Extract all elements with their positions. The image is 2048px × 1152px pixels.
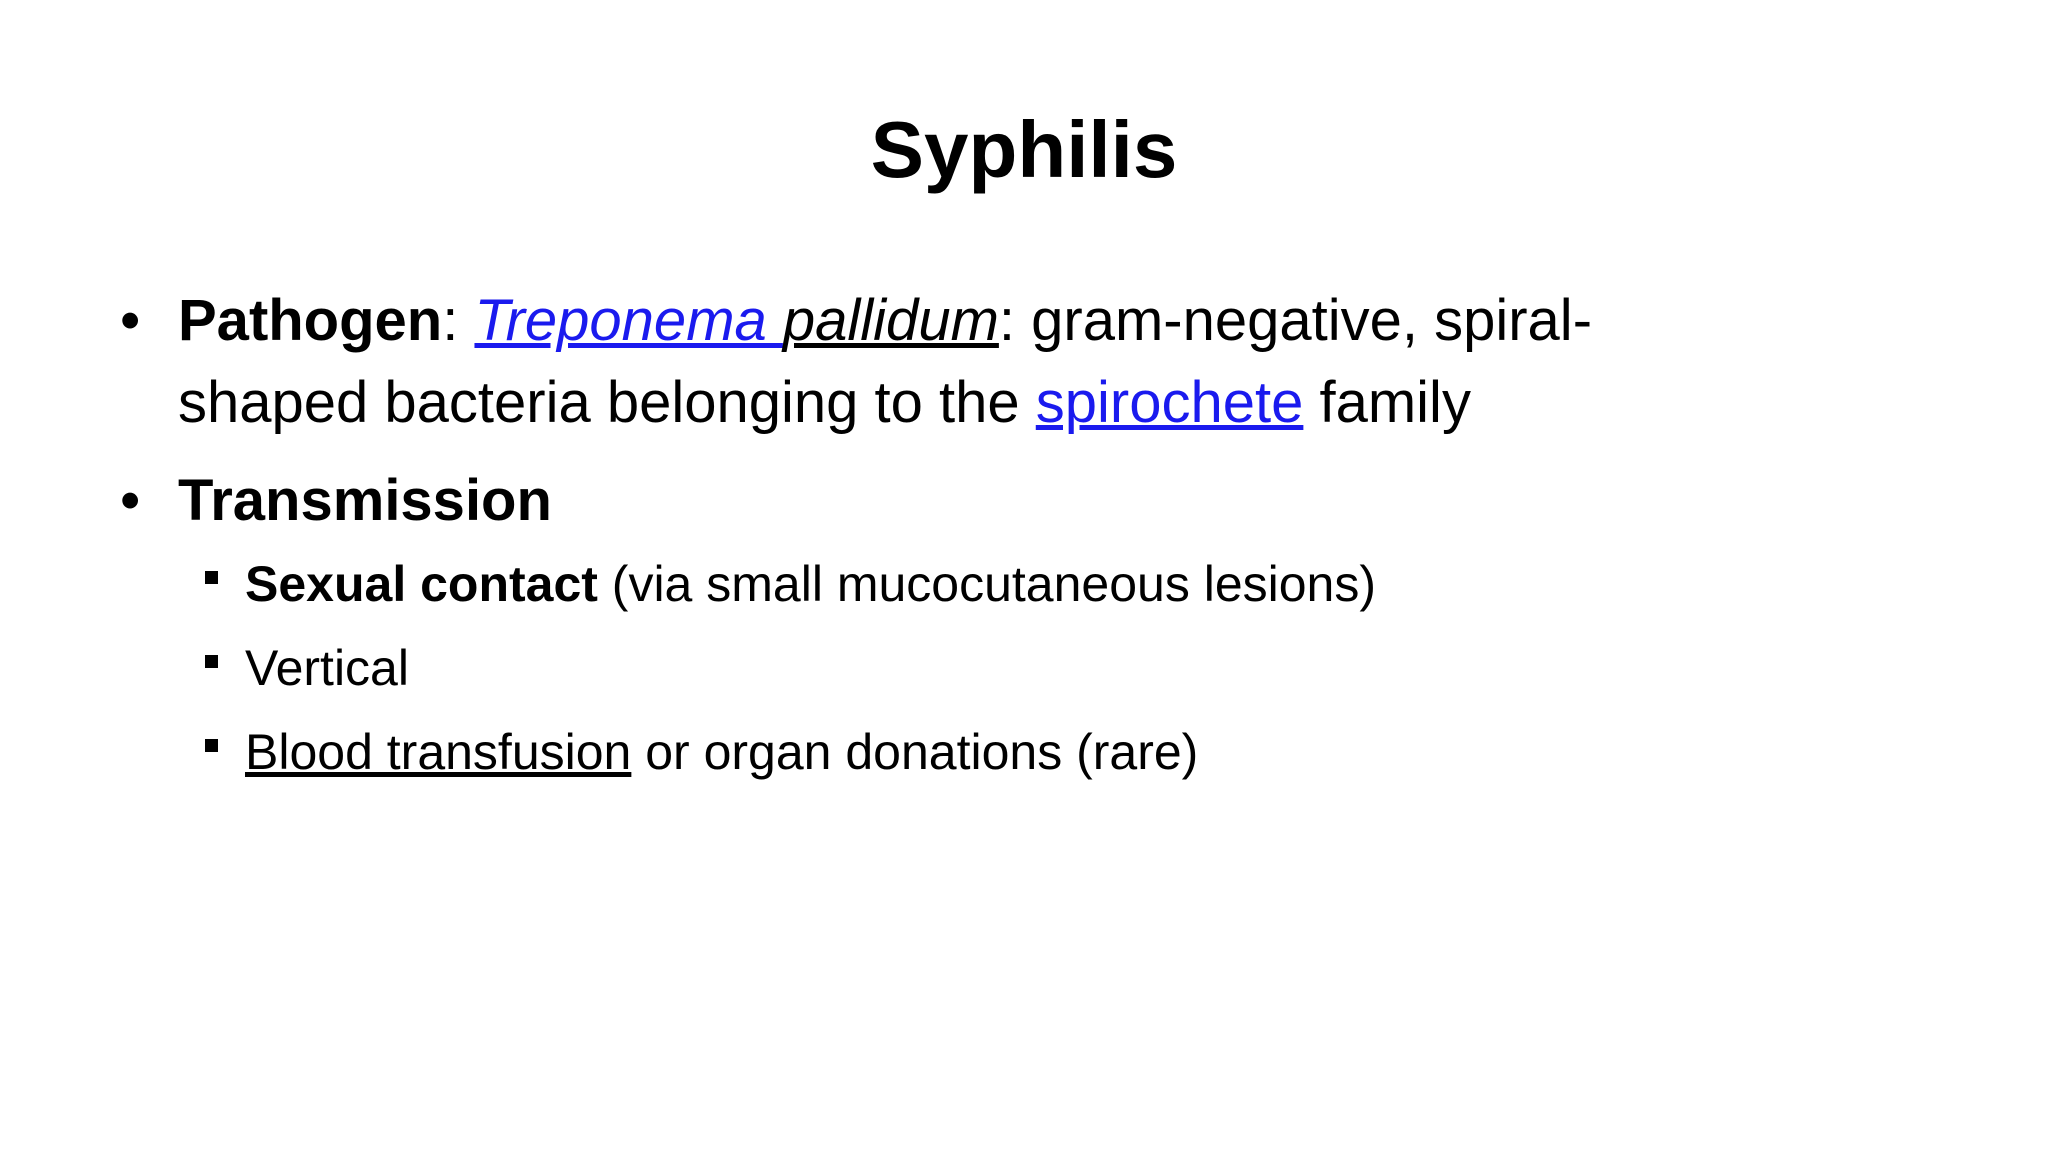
square-bullet-icon	[205, 655, 218, 668]
spirochete-link[interactable]: spirochete	[1035, 370, 1304, 435]
treponema-link[interactable]: Treponema	[474, 288, 783, 353]
bullet-transmission	[120, 460, 1820, 542]
bullet-pathogen	[120, 280, 1820, 444]
pathogen-separator-2: :	[998, 288, 1032, 353]
bullet-dot-icon: •	[120, 468, 141, 533]
subitem-vertical	[245, 626, 1820, 710]
vertical-label: Vertical	[245, 640, 409, 696]
pathogen-label: Pathogen	[178, 288, 443, 353]
blood-transfusion-link[interactable]: Blood transfusion	[245, 724, 632, 780]
pathogen-separator: :	[442, 288, 475, 353]
pathogen-description-2: shaped bacteria belonging to the	[178, 370, 1036, 435]
subitem-sexual-contact	[245, 542, 1820, 626]
pallidum-text[interactable]: pallidum	[782, 288, 999, 353]
transmission-label: Transmission	[178, 468, 552, 533]
bullet-dot-icon: •	[120, 288, 141, 353]
pathogen-description-1: gram-negative, spiral-	[1031, 288, 1593, 353]
slide-title: Syphilis	[870, 105, 1178, 194]
slide-body	[120, 280, 1820, 794]
blood-transfusion-detail: or organ donations (rare)	[631, 724, 1199, 780]
sexual-contact-detail: (via small mucocutaneous lesions)	[597, 556, 1377, 612]
subitem-blood-transfusion	[245, 710, 1820, 794]
square-bullet-icon	[205, 571, 218, 584]
pathogen-description-end: family	[1303, 370, 1471, 435]
sexual-contact-label: Sexual contact	[245, 556, 598, 612]
square-bullet-icon	[205, 739, 218, 752]
